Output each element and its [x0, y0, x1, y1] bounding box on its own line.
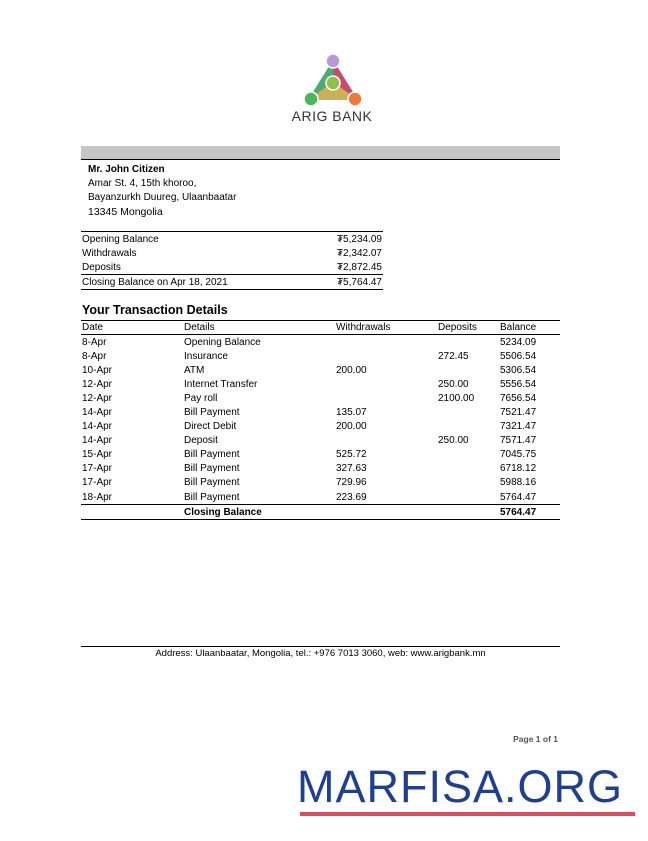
closing-row: [81, 505, 560, 520]
summary-amount: ₮5,234.09: [336, 233, 382, 245]
page-number: Page 1 of 1: [513, 734, 558, 744]
tx-withdrawal: [335, 391, 437, 405]
tx-details: Bill Payment: [184, 477, 240, 489]
table-row: [81, 391, 560, 405]
table-row: [81, 335, 560, 350]
tx-balance: 5234.09: [500, 336, 537, 348]
tx-balance: 5988.16: [500, 477, 537, 489]
tx-deposit: [437, 405, 499, 419]
tx-date: 15-Apr: [82, 449, 113, 461]
tx-balance: 7321.47: [500, 421, 537, 433]
tx-deposit: [437, 476, 499, 490]
table-row: [81, 349, 560, 363]
tx-withdrawal: [335, 434, 437, 448]
table-row: [81, 363, 560, 377]
summary-amount: ₮2,342.07: [336, 247, 382, 259]
table-row: [81, 448, 560, 462]
table-row: [81, 434, 560, 448]
tx-details: Deposit: [184, 435, 218, 447]
tx-withdrawal: 200.00: [336, 421, 367, 433]
table-row: [81, 462, 560, 476]
bank-name: ARIG BANK: [291, 108, 373, 124]
tx-deposit: 2100.00: [438, 392, 475, 404]
tx-balance: 5556.54: [500, 378, 537, 390]
tx-deposit: [437, 363, 499, 377]
customer-address: [88, 163, 236, 219]
column-header: Deposits: [437, 321, 499, 335]
tx-date: 17-Apr: [82, 477, 113, 489]
tx-deposit: [437, 448, 499, 462]
header-divider: [81, 159, 560, 160]
column-header: Details: [183, 321, 335, 335]
tx-balance: 7571.47: [500, 435, 537, 447]
address-line: Amar St. 4, 15th khoroo,: [88, 178, 197, 189]
tx-deposit: 250.00: [438, 435, 469, 447]
table-row: [81, 420, 560, 434]
table-row: [81, 405, 560, 419]
closing-value: 5764.47: [499, 505, 560, 520]
tx-date: 14-Apr: [82, 407, 113, 419]
tx-details: ATM: [184, 364, 205, 376]
tx-withdrawal: 729.96: [336, 477, 367, 489]
column-header: Balance: [499, 321, 560, 335]
tx-deposit: [437, 490, 499, 505]
tx-withdrawal: 223.69: [336, 491, 367, 503]
column-header: Withdrawals: [335, 321, 437, 335]
summary-row: [81, 246, 383, 260]
summary-row: [81, 275, 383, 290]
summary-label: Opening Balance: [81, 232, 337, 247]
footer-address: Address: Ulaanbaatar, Mongolia, tel.: +976 7013 3060, web: www.arigbank.mn: [155, 648, 486, 659]
tx-date: 18-Apr: [82, 491, 113, 503]
tx-withdrawal: 525.72: [336, 449, 367, 461]
tx-balance: 5306.54: [500, 364, 537, 376]
table-row: [81, 377, 560, 391]
tx-withdrawal: 200.00: [336, 364, 367, 376]
tx-date: 8-Apr: [82, 350, 107, 362]
tx-details: Direct Debit: [184, 421, 237, 433]
tx-deposit: [437, 420, 499, 434]
header-bar: [81, 146, 560, 159]
summary-row: [81, 260, 383, 275]
transactions-title: Your Transaction Details: [82, 303, 228, 317]
address-line: Bayanzurkh Duureg, Ulaanbaatar: [88, 192, 237, 203]
summary-amount: ₮2,872.45: [336, 261, 382, 273]
tx-balance: 5764.47: [500, 491, 537, 503]
table-row: [81, 490, 560, 505]
tx-details: Pay roll: [184, 392, 218, 404]
tx-date: 17-Apr: [82, 463, 113, 475]
tx-balance: 7656.54: [500, 392, 537, 404]
tx-balance: 7045.75: [500, 449, 537, 461]
tx-date: 12-Apr: [82, 378, 113, 390]
tx-withdrawal: [335, 335, 437, 350]
summary-row: [81, 232, 383, 247]
address-line: 13345 Mongolia: [88, 206, 163, 218]
tx-deposit: 272.45: [438, 350, 469, 362]
tx-withdrawal: 327.63: [336, 463, 367, 475]
tx-details: Bill Payment: [184, 491, 240, 503]
summary-label: Deposits: [82, 261, 121, 273]
tx-details: Internet Transfer: [184, 378, 258, 390]
summary-amount: ₮5,764.47: [336, 276, 382, 288]
summary-label: Withdrawals: [82, 247, 137, 259]
tx-details: Opening Balance: [184, 336, 261, 348]
table-header-row: [81, 321, 560, 335]
tx-balance: 6718.12: [500, 463, 537, 475]
tx-date: 14-Apr: [82, 421, 113, 433]
tx-details: Bill Payment: [184, 407, 240, 419]
tx-deposit: 250.00: [438, 378, 469, 390]
tx-withdrawal: 135.07: [336, 407, 367, 419]
tx-date: 12-Apr: [82, 392, 113, 404]
tx-date: 14-Apr: [82, 435, 113, 447]
summary-label: Closing Balance on Apr 18, 2021: [81, 275, 337, 290]
tx-details: Insurance: [184, 350, 228, 362]
closing-label: Closing Balance: [183, 505, 335, 520]
tx-date: 10-Apr: [82, 364, 113, 376]
footer-divider: [81, 646, 560, 647]
watermark: MARFISA.ORG: [297, 761, 624, 812]
customer-name: Mr. John Citizen: [88, 164, 165, 175]
column-header: Date: [81, 321, 183, 335]
tx-date: 8-Apr: [82, 336, 107, 348]
tx-details: Bill Payment: [184, 449, 240, 461]
tx-details: Bill Payment: [184, 463, 240, 475]
tx-withdrawal: [335, 377, 437, 391]
tx-withdrawal: [335, 349, 437, 363]
balance-summary-table: [81, 231, 383, 290]
tx-deposit: [437, 335, 499, 350]
tx-deposit: [437, 462, 499, 476]
tx-balance: 7521.47: [500, 407, 537, 419]
transactions-table: [81, 320, 560, 520]
arig-bank-logo: [300, 52, 366, 110]
tx-balance: 5506.54: [500, 350, 537, 362]
watermark-underline: [300, 812, 635, 816]
table-row: [81, 476, 560, 490]
